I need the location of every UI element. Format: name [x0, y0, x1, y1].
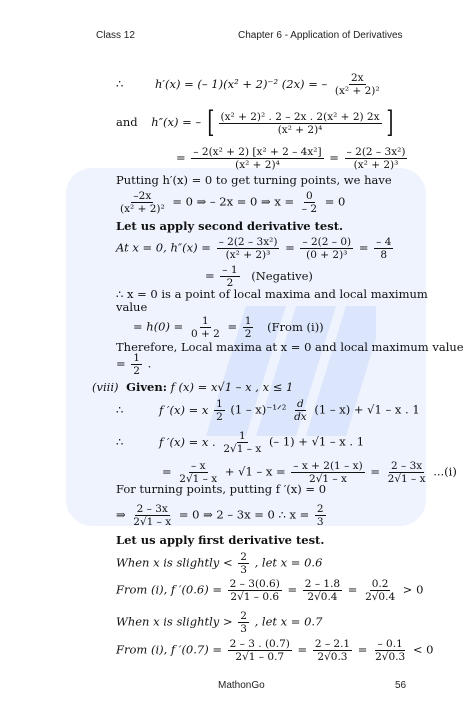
eq-line-8: = $\frac{- 1}{2}$ (Negative)	[205, 264, 313, 289]
text-line-12: Therefore, Local maxima at x = 0 and local maximum value	[116, 340, 464, 354]
fraction: $\frac{0}{- 2}$	[301, 190, 318, 215]
fraction: $\frac{2 - 1.8}{2√0.4}$	[304, 578, 341, 603]
fraction: $\frac{- x}{2√1 - x}$	[179, 460, 218, 485]
fraction: $\frac{1}{0 + 2}$	[190, 315, 220, 340]
eq-line-7: At x = 0, h″(x) = $\frac{\text{– 2(2 – 3x²)}}{\text{(x² + 2)³}}$ = $\frac{- 2(2 - 0)}{\text{(0 + 2)³}}$ = $\frac{- 4}{8}$	[116, 236, 392, 261]
eq-line-11: = h(0) = $\frac{1}{0 + 2}$ = $\frac{1}{2}$ (From (i))	[133, 315, 324, 340]
fraction: $\frac{1}{2}$	[133, 352, 140, 377]
eq-line-21: When x is slightly < $\frac{2}{3}$ , let x = 0.6	[116, 551, 323, 576]
fraction: $\frac{1}{2}$	[216, 398, 223, 423]
header-class: Class 12	[96, 30, 135, 41]
text-line-18: For turning points, putting f ′(x) = 0	[116, 482, 327, 496]
fraction: $\frac{- x + 2(1 - x)}{2√1 - x}$	[293, 460, 363, 485]
fraction: $\frac{0.2}{2√0.4}$	[365, 578, 396, 603]
fraction: $\frac{d}{dx}$	[294, 398, 307, 423]
eq-line-14: (viii) Given: f (x) = x√1 – x , x ≤ 1	[92, 380, 294, 394]
fraction: $\frac{1}{2√1 - x}$	[223, 430, 262, 455]
eq-line-15: ∴ f ′(x) = x $\frac{1}{2}$ (1 – x)⁻¹ᐟ² $\frac{d}{dx}$ (1 – x) + √1 – x . 1	[116, 398, 420, 423]
fraction: $\frac{2}{3}$	[240, 610, 247, 635]
fraction: $\frac{- 0.1}{2√0.3}$	[375, 638, 406, 663]
fraction: $\frac{- 2(2 - 0)}{\text{(0 + 2)³}}$	[302, 236, 352, 261]
fraction: $\frac{\text{(x² + 2)² . 2 – 2x . 2(x² + 2) 2x}}{\text{(x² + 2)⁴}}$	[220, 110, 380, 136]
heading-second-derivative-test: Let us apply second derivative test.	[116, 219, 344, 233]
fraction: $\frac{2 - 2.1}{2√0.3}$	[314, 638, 351, 663]
eq-line-1: ∴ h′(x) = (– 1)(x² + 2)⁻² (2x) = – $\frac{2x}{\text{(x² + 2)²}}$	[116, 72, 380, 97]
eq-line-17: = $\frac{- x}{2√1 - x}$ + √1 – x = $\frac{- x + 2(1 - x)}{2√1 - x}$ = $\frac{2 - 3x}{2√1 - x}$ ...(i)	[162, 460, 457, 485]
fraction: $\frac{2 - 3(0.6)}{2√1 - 0.6}$	[229, 578, 280, 603]
heading-first-derivative-test: Let us apply first derivative test.	[116, 533, 325, 547]
footer-brand: MathonGo	[218, 680, 265, 691]
fraction: $\frac{- 4}{8}$	[376, 236, 392, 261]
text-line-10: value	[116, 300, 148, 314]
fraction: $\frac{2 - 3x}{2√1 - x}$	[133, 503, 172, 528]
fraction: $\frac{2}{3}$	[316, 503, 324, 528]
text-line-4: Putting h′(x) = 0 to get turning points, we have	[116, 173, 392, 187]
eq-line-16: ∴ f ′(x) = x . $\frac{1}{2√1 - x}$ (– 1) + √1 – x . 1	[116, 430, 365, 455]
eq-line-5: $\frac{-2x}{\text{(x² + 2)²}}$ = 0 ⇒ – 2x = 0 ⇒ x = $\frac{0}{- 2}$ = 0	[120, 190, 346, 215]
fraction: $\frac{- 1}{2}$	[222, 264, 238, 289]
fraction: $\frac{\text{– 2(x² + 2) [x² + 2 – 4x²]}}{\text{(x² + 2)⁴}}$	[193, 146, 322, 171]
eq-line-23: When x is slightly > $\frac{2}{3}$ , let x = 0.7	[116, 610, 323, 635]
fraction: $\frac{2 - 3x}{2√1 - x}$	[387, 460, 426, 485]
eq-line-19: ⇒ $\frac{2 - 3x}{2√1 - x}$ = 0 ⇒ 2 – 3x = 0 ∴ x = $\frac{2}{3}$	[116, 503, 324, 528]
text-line-9: ∴ x = 0 is a point of local maxima and local maximum	[116, 287, 428, 301]
fraction: $\frac{1}{2}$	[244, 315, 252, 340]
therefore-symbol: ∴	[116, 76, 124, 91]
page-number: 56	[395, 680, 407, 691]
fraction: $\frac{\text{– 2(2 – 3x²)}}{\text{(x² + 2)³}}$	[346, 146, 406, 171]
fraction: $\frac{2x}{\text{(x² + 2)²}}$	[334, 72, 380, 97]
eq-line-3: = $\frac{\text{– 2(x² + 2) [x² + 2 – 4x²]}}{\text{(x² + 2)⁴}}$ = $\frac{\text{– 2(2 – 3x²)}}{\text{(x² + 2)³}}$	[176, 146, 406, 171]
header-chapter: Chapter 6 - Application of Derivatives	[238, 30, 403, 41]
fraction: $\frac{2 - 3 . (0.7)}{2√1 - 0.7}$	[229, 638, 290, 663]
fraction: $\frac{\text{– 2(2 – 3x²)}}{\text{(x² + 2)³}}$	[218, 236, 278, 261]
fraction: $\frac{-2x}{\text{(x² + 2)²}}$	[120, 190, 165, 215]
eq-line-24: From (i), f ′(0.7) = $\frac{2 - 3 . (0.7)}{2√1 - 0.7}$ = $\frac{2 - 2.1}{2√0.3}$ = $\frac{- 0.1}{2√0.3}$ < 0	[116, 638, 434, 663]
fraction: $\frac{2}{3}$	[240, 551, 247, 576]
eq-line-2: and h″(x) = – [ $\frac{\text{(x² + 2)² . 2 – 2x . 2(x² + 2) 2x}}{\text{(x² + 2)⁴}}$ ]	[116, 105, 393, 140]
eq-line-13: = $\frac{1}{2}$ .	[116, 352, 152, 377]
eq-line-22: From (i), f ′(0.6) = $\frac{2 - 3(0.6)}{2√1 - 0.6}$ = $\frac{2 - 1.8}{2√0.4}$ = $\frac{0.2}{2√0.4}$ > 0	[116, 578, 424, 603]
